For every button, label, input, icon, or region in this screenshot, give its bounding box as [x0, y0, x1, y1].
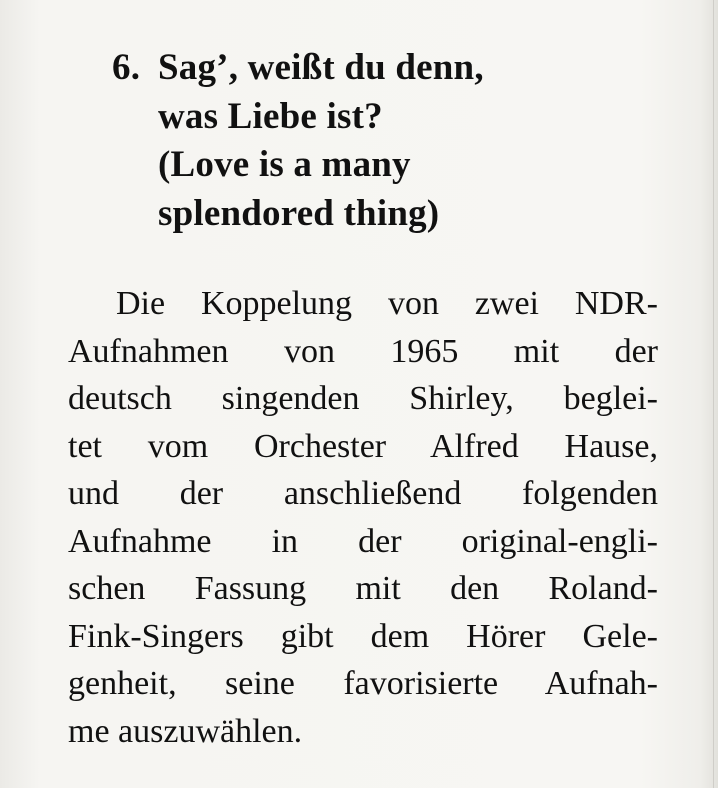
body-paragraph — [68, 280, 658, 755]
paragraph-line-4: tet vom Orchester Alfred Hause, — [68, 427, 658, 465]
paragraph-line-10: me auszuwählen. — [68, 712, 303, 750]
paragraph-line-1: Die Koppelung von zwei NDR- — [116, 285, 658, 322]
heading-line-1 — [112, 44, 672, 93]
paragraph-line-9: genheit, seine favorisierte Aufnah- — [68, 665, 658, 702]
paragraph-line-2: Aufnahmen von 1965 mit der — [68, 332, 658, 370]
heading-line-2: was Liebe ist? — [158, 95, 383, 137]
heading-line-3: (Love is a many — [158, 144, 411, 185]
section-heading — [112, 44, 672, 238]
paragraph-line-3: deutsch singenden Shirley, beglei- — [68, 380, 658, 417]
paragraph-line-6: Aufnahme in der original-engli- — [68, 522, 658, 560]
page-edge — [713, 0, 714, 788]
paragraph-line-7: schen Fassung mit den Roland- — [68, 570, 658, 607]
heading-line-4: splendored thing) — [158, 192, 440, 234]
heading-text-1: Sag’, weißt du denn, — [158, 47, 484, 88]
section-number: 6. — [112, 47, 141, 88]
paragraph-line-5: und der anschließend folgenden — [68, 475, 658, 512]
paragraph-line-8: Fink-Singers gibt dem Hörer Gele- — [68, 617, 658, 655]
